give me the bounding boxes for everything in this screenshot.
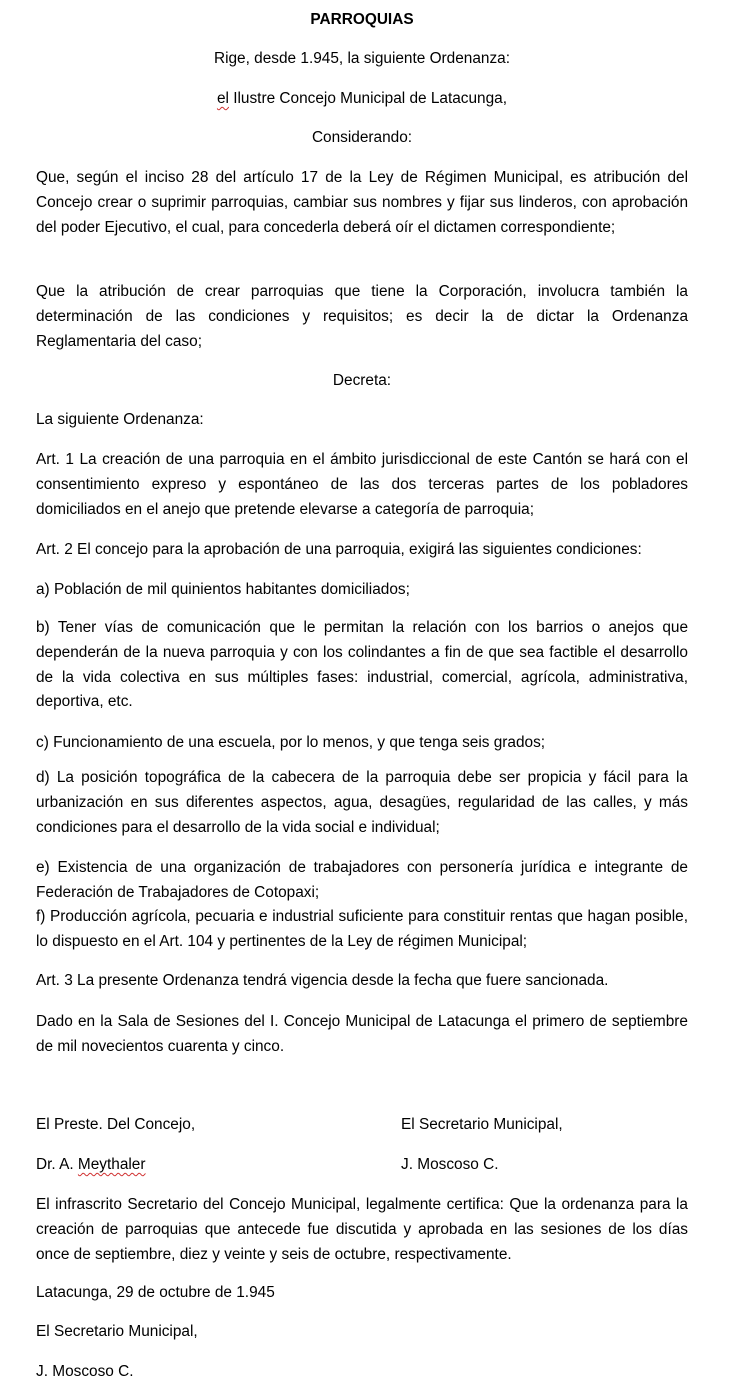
spellcheck-word-meythaler: Meythaler (77, 1156, 146, 1173)
closing-place-date: Latacunga, 29 de octubre de 1.945 (36, 1284, 275, 1301)
certifica-paragraph: El infrascrito Secretario del Concejo Municipal, legalmente certifica: Que la ordenanza para la creación de parroquias que antecede fue discutida y aprobada en las sesiones de los días once de septiembre, diez y veinte y seis de octubre, respectivamente. (36, 1196, 688, 1263)
condition-e: e) Existencia de una organización de trabajadores con personería jurídica e integrante de Federación de Trabajadores de Cotopaxi; (36, 859, 688, 901)
signature-left-role: El Preste. Del Concejo, (36, 1116, 196, 1133)
intro-concejo (36, 87, 688, 111)
condition-a: a) Población de mil quinientos habitantes domiciliados; (36, 581, 410, 598)
considerando-paragraph-2: Que la atribución de crear parroquias que tiene la Corporación, involucra también la determinación de las condiciones y requisitos; es decir la de dictar la Ordenanza Reglamentaria del caso; (36, 283, 688, 350)
signature-right-name: J. Moscoso C. (401, 1156, 499, 1173)
intro-rige: Rige, desde 1.945, la siguiente Ordenanza: (213, 50, 511, 67)
article-1: Art. 1 La creación de una parroquia en el ámbito jurisdiccional de este Cantón se hará con el consentimiento expreso y espontáneo de las dos terceras partes de los pobladores domiciliados en el anejo que pretende elevarse a categoría de parroquia; (36, 451, 688, 518)
closing-name: J. Moscoso C. (36, 1363, 134, 1380)
article-3: Art. 3 La presente Ordenanza tendrá vigencia desde la fecha que fuere sancionada. (36, 972, 609, 989)
condition-b: b) Tener vías de comunicación que le permitan la relación con los barrios o anejos que dependerán de la nueva parroquia y con los colindantes a fin de que sea factible el desarrollo de la vida colectiva en sus múltiples fases: industrial, comercial, agrícola, administrativa, deportiva, etc. (36, 619, 688, 711)
closing-role: El Secretario Municipal, (36, 1323, 198, 1340)
condition-f: f) Producción agrícola, pecuaria e industrial suficiente para constituir rentas que hagan posible, lo dispuesto en el Art. 104 y pertinentes de la Ley de régimen Municipal; (36, 908, 688, 950)
condition-c: c) Funcionamiento de una escuela, por lo menos, y que tenga seis grados; (36, 734, 546, 751)
spellcheck-word-el: el (216, 90, 229, 107)
article-2: Art. 2 El concejo para la aprobación de una parroquia, exigirá las siguientes condiciones: (36, 541, 642, 558)
considerando-heading: Considerando: (311, 129, 413, 146)
signature-right-role: El Secretario Municipal, (401, 1116, 563, 1133)
decreta-heading: Decreta: (332, 372, 392, 389)
considerando-paragraph-1: Que, según el inciso 28 del artículo 17 de la Ley de Régimen Municipal, es atribución del Concejo crear o suprimir parroquias, cambiar sus nombres y fijar sus linderos, con aprobación del poder Ejecutivo, el cual, para concederla deberá oír el dictamen correspondiente; (36, 169, 688, 236)
dado-paragraph: Dado en la Sala de Sesiones del I. Concejo Municipal de Latacunga el primero de septiembre de mil novecientos cuarenta y cinco. (36, 1013, 688, 1055)
siguiente-ordenanza: La siguiente Ordenanza: (36, 411, 204, 428)
condition-d: d) La posición topográfica de la cabecera de la parroquia debe ser propicia y fácil para la urbanización en sus diferentes aspectos, agua, desagües, regularidad de las calles, y más condiciones para el desarrollo de la vida social e individual; (36, 769, 688, 836)
document-title: PARROQUIAS (310, 11, 414, 28)
signature-left-name (36, 1153, 146, 1177)
intro-concejo-text: Ilustre Concejo Municipal de Latacunga, (228, 90, 508, 107)
signature-left-name-prefix: Dr. A. (36, 1156, 78, 1173)
